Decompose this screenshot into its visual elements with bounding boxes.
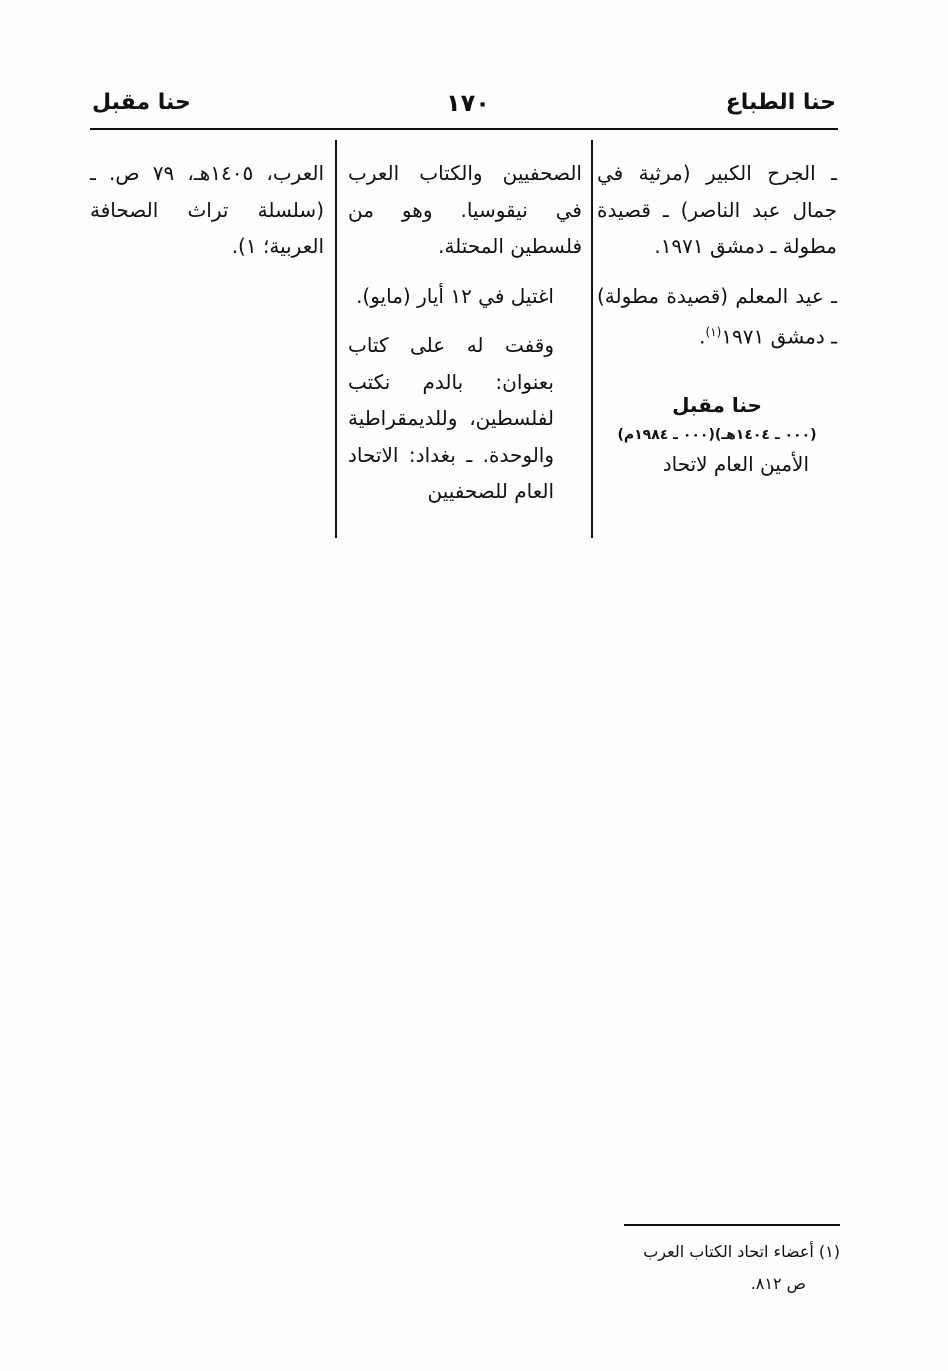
footnote-line-1: (١) أعضاء اتحاد الكتاب العرب [643,1242,840,1261]
footnote-marker: (١) [705,325,722,339]
column-middle [348,155,582,510]
page-number: ١٧٠ [446,89,490,117]
running-head-right: حنا الطباع [725,90,836,115]
column-divider-left [335,140,337,538]
book-entry-2-text: ـ عيد المعلم (قصيدة مطولة) ـ دمشق ١٩٧١ [597,283,837,349]
biography-dates: (٠٠٠ ـ ١٤٠٤هـ)(٠٠٠ ـ ١٩٨٤م) [617,426,817,443]
running-head-left: حنا مقبل [92,90,191,115]
footnote-rule [624,1224,840,1226]
footnote-line-2: ص ٨١٢. [750,1274,806,1293]
book-entry-1: ـ الجرح الكبير (مرثية في جمال عبد الناصر) ـ قصيدة مطولة ـ دمشق ١٩٧١. [597,161,837,258]
middle-paragraph-2: اغتيل في ١٢ أيار (مايو). [356,283,554,308]
column-right [597,155,837,482]
column-left [90,155,324,265]
middle-paragraph-1: الصحفيين والكتاب العرب في نيقوسيا. وهو من فلسطين المحتلة. [348,161,582,258]
footnote [540,1236,840,1300]
left-paragraph-1: العرب، ١٤٠٥هـ، ٧٩ ص. ـ (سلسلة تراث الصحافة العربية؛ ١). [90,161,324,258]
biography-text: الأمين العام لاتحاد [662,451,809,476]
book-entry-2: ـ عيد المعلم (قصيدة مطولة) ـ دمشق ١٩٧١$^{(١)}$. [597,283,837,349]
middle-paragraph-3: وقفت له على كتاب بعنوان: بالدم نكتب لفلسطين، وللديمقراطية والوحدة. ـ بغداد: الاتحاد العام للصحفيين [348,333,554,503]
header-rule [90,128,838,130]
biography-name: حنا مقبل [672,393,762,418]
column-divider-right [591,140,593,538]
